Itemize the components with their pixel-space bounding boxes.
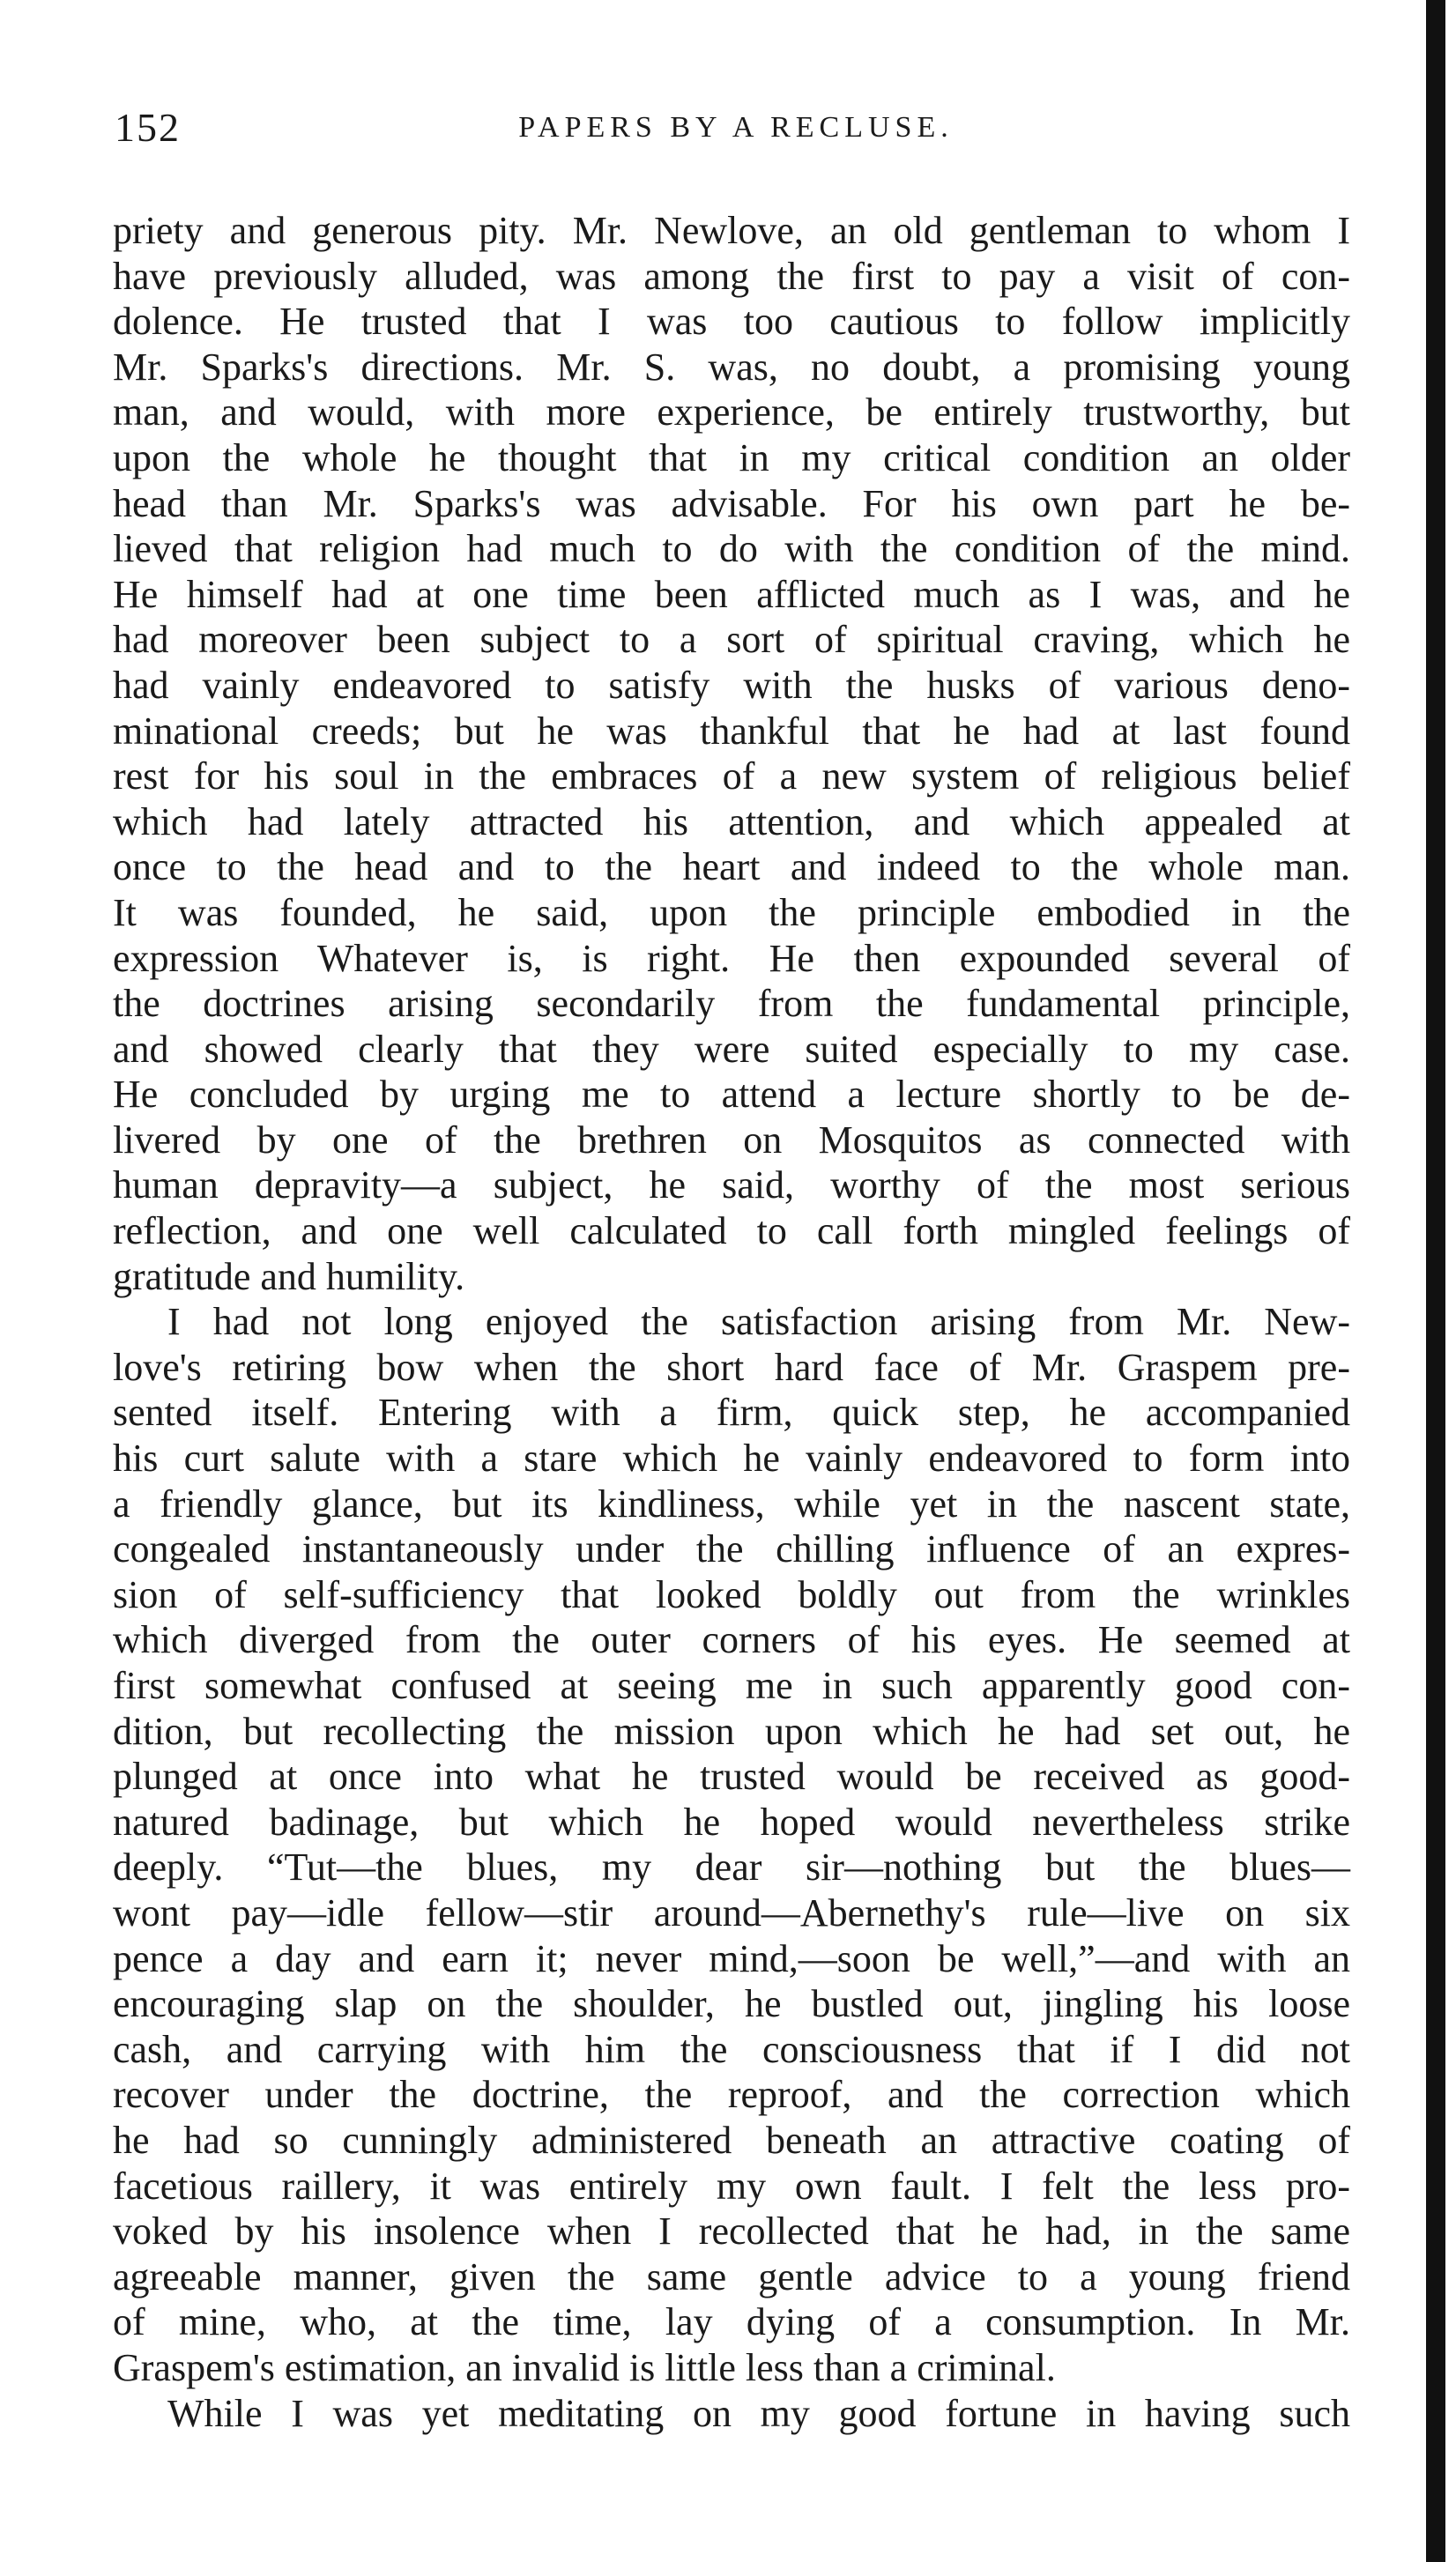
text-line: rest for his soul in the embraces of a new system of religious belief (113, 754, 1350, 798)
text-line: head than Mr. Sparks's was advisable. For his own part he be- (113, 481, 1350, 525)
text-line: once to the head and to the heart and indeed to the whole man. (113, 845, 1350, 889)
text-line: man, and would, with more experience, be entirely trustworthy, but (113, 390, 1350, 434)
text-line: his curt salute with a stare which he vainly endeavored to form into (113, 1437, 1350, 1481)
text-line: He concluded by urging me to attend a lecture shortly to be de- (113, 1073, 1350, 1117)
text-line: agreeable manner, given the same gentle advice to a young friend (113, 2254, 1350, 2298)
text-line: He himself had at one time been afflicted much as I was, and he (113, 572, 1350, 616)
running-title: PAPERS BY A RECLUSE. (518, 111, 954, 144)
text-line: expression Whatever is, is right. He then expounded several of (113, 936, 1350, 980)
text-line: pence a day and earn it; never mind,—soon be well,”—and with an (113, 1936, 1350, 1980)
text-line: sion of self-sufficiency that looked boldly out from the wrinkles (113, 1572, 1350, 1616)
text-line: Graspem's estimation, an invalid is little less than a criminal. (113, 2345, 1056, 2389)
text-line: of mine, who, at the time, lay dying of a consumption. In Mr. (113, 2300, 1350, 2344)
text-line: and showed clearly that they were suited especially to my case. (113, 1027, 1350, 1071)
text-line: While I was yet meditating on my good fortune in having such (167, 2391, 1350, 2435)
body-text (113, 208, 1350, 2436)
text-line: priety and generous pity. Mr. Newlove, an old gentleman to whom I (113, 209, 1350, 252)
text-line: the doctrines arising secondarily from the fundamental principle, (113, 982, 1350, 1026)
text-line: wont pay—idle fellow—stir around—Abernethy's rule—live on six (113, 1890, 1350, 1934)
text-line: I had not long enjoyed the satisfaction arising from Mr. New- (167, 1300, 1350, 1344)
text-line: minational creeds; but he was thankful that he had at last found (113, 709, 1350, 753)
text-line: dition, but recollecting the mission upon which he had set out, he (113, 1709, 1350, 1753)
text-line: he had so cunningly administered beneath an attractive coating of (113, 2118, 1350, 2162)
text-line: a friendly glance, but its kindliness, while yet in the nascent state, (113, 1482, 1350, 1526)
page-edge-rule (1426, 0, 1445, 2562)
text-line: love's retiring bow when the short hard face of Mr. Graspem pre- (113, 1345, 1350, 1389)
text-line: have previously alluded, was among the first to pay a visit of con- (113, 254, 1350, 298)
text-line: facetious raillery, it was entirely my own fault. I felt the less pro- (113, 2164, 1350, 2208)
text-line: voked by his insolence when I recollected that he had, in the same (113, 2209, 1350, 2254)
text-line: congealed instantaneously under the chilling influence of an expres- (113, 1527, 1350, 1571)
text-line: deeply. “Tut—the blues, my dear sir—nothing but the blues— (113, 1845, 1350, 1890)
text-line: had vainly endeavored to satisfy with the husks of various deno- (113, 663, 1350, 707)
text-line: which diverged from the outer corners of his eyes. He seemed at (113, 1618, 1350, 1662)
text-line: human depravity—a subject, he said, worthy of the most serious (113, 1163, 1350, 1207)
text-line: gratitude and humility. (113, 1254, 465, 1298)
text-line: encouraging slap on the shoulder, he bustled out, jingling his loose (113, 1982, 1350, 2026)
text-line: upon the whole he thought that in my critical condition an older (113, 435, 1350, 479)
text-line: cash, and carrying with him the consciousness that if I did not (113, 2027, 1350, 2071)
text-line: Mr. Sparks's directions. Mr. S. was, no doubt, a promising young (113, 345, 1350, 389)
text-line: had moreover been subject to a sort of spiritual craving, which he (113, 618, 1350, 662)
text-line: It was founded, he said, upon the principle embodied in the (113, 890, 1350, 934)
text-line: first somewhat confused at seeing me in such apparently good con- (113, 1664, 1350, 1707)
text-line: livered by one of the brethren on Mosquitos as connected with (113, 1118, 1350, 1162)
text-line: sented itself. Entering with a firm, quick step, he accompanied (113, 1391, 1350, 1435)
page-number: 152 (115, 105, 181, 150)
text-line: recover under the doctrine, the reproof, and the correction which (113, 2073, 1350, 2117)
text-line: reflection, and one well calculated to call forth mingled feelings of (113, 1209, 1350, 1253)
text-line: which had lately attracted his attention, and which appealed at (113, 799, 1350, 843)
text-line: natured badinage, but which he hoped would nevertheless strike (113, 1800, 1350, 1844)
text-line: lieved that religion had much to do with the condition of the mind. (113, 527, 1350, 571)
running-head (115, 104, 1357, 157)
text-line: dolence. He trusted that I was too cautious to follow implicitly (113, 300, 1350, 344)
text-line: plunged at once into what he trusted would be received as good- (113, 1755, 1350, 1799)
